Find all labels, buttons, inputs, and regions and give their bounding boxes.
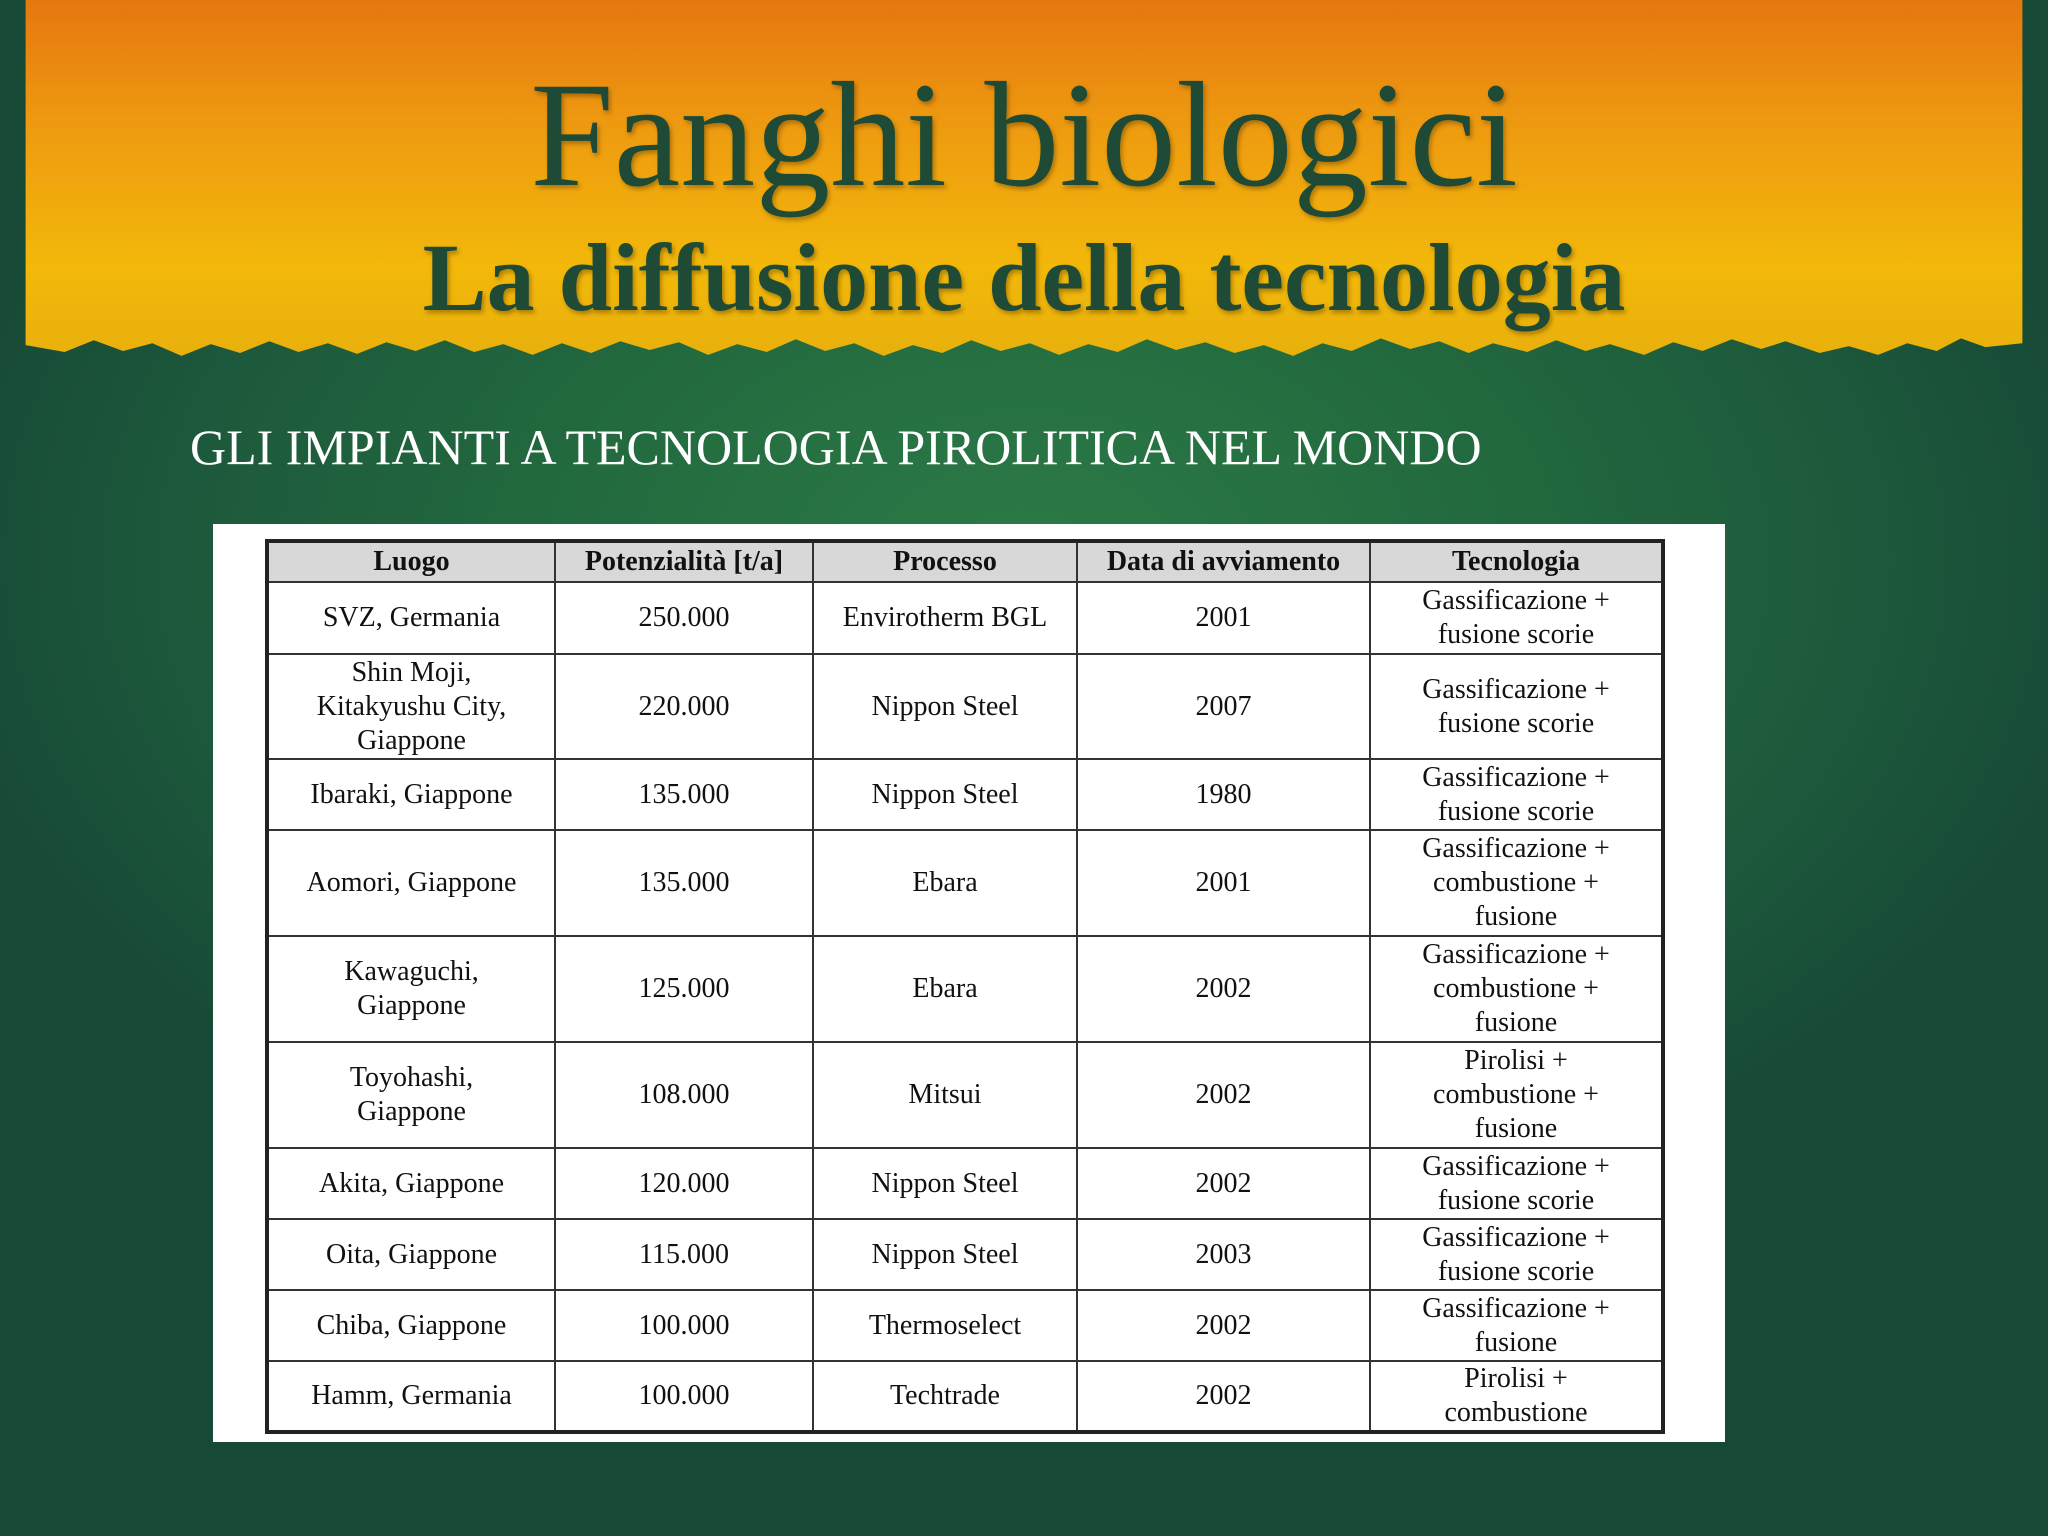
cell-potenzialita: 250.000 xyxy=(555,582,813,654)
table-panel xyxy=(213,524,1725,1442)
table-header-row xyxy=(267,541,1663,582)
table-row xyxy=(267,936,1663,1042)
cell-data: 1980 xyxy=(1077,759,1370,830)
cell-data: 2002 xyxy=(1077,936,1370,1042)
cell-luogo: Chiba, Giappone xyxy=(267,1290,555,1361)
cell-processo: Ebara xyxy=(813,936,1077,1042)
table-row xyxy=(267,1361,1663,1432)
cell-potenzialita: 108.000 xyxy=(555,1042,813,1148)
cell-potenzialita: 120.000 xyxy=(555,1148,813,1219)
cell-tecnologia: Pirolisi + combustione + fusione xyxy=(1370,1042,1663,1148)
table-row xyxy=(267,830,1663,936)
cell-luogo: Hamm, Germania xyxy=(267,1361,555,1432)
cell-potenzialita: 115.000 xyxy=(555,1219,813,1290)
table-row xyxy=(267,1219,1663,1290)
table-row xyxy=(267,582,1663,654)
cell-processo: Thermoselect xyxy=(813,1290,1077,1361)
cell-luogo: Kawaguchi, Giappone xyxy=(267,936,555,1042)
section-heading: GLI IMPIANTI A TECNOLOGIA PIROLITICA NEL MONDO xyxy=(190,419,1482,475)
cell-tecnologia: Gassificazione + fusione xyxy=(1370,1290,1663,1361)
cell-potenzialita: 220.000 xyxy=(555,654,813,759)
cell-data: 2003 xyxy=(1077,1219,1370,1290)
cell-processo: Nippon Steel xyxy=(813,759,1077,830)
table-row xyxy=(267,759,1663,830)
cell-potenzialita: 135.000 xyxy=(555,759,813,830)
cell-processo: Mitsui xyxy=(813,1042,1077,1148)
plants-table xyxy=(265,539,1665,1434)
cell-luogo: Shin Moji, Kitakyushu City, Giappone xyxy=(267,654,555,759)
cell-tecnologia: Gassificazione + fusione scorie xyxy=(1370,1219,1663,1290)
cell-potenzialita: 100.000 xyxy=(555,1290,813,1361)
cell-luogo: Aomori, Giappone xyxy=(267,830,555,936)
cell-tecnologia: Pirolisi + combustione xyxy=(1370,1361,1663,1432)
cell-data: 2002 xyxy=(1077,1290,1370,1361)
cell-tecnologia: Gassificazione + fusione scorie xyxy=(1370,654,1663,759)
cell-luogo: Ibaraki, Giappone xyxy=(267,759,555,830)
cell-luogo: Akita, Giappone xyxy=(267,1148,555,1219)
cell-data: 2007 xyxy=(1077,654,1370,759)
cell-processo: Envirotherm BGL xyxy=(813,582,1077,654)
table-row xyxy=(267,654,1663,759)
header-luogo: Luogo xyxy=(267,541,555,582)
table-row xyxy=(267,1290,1663,1361)
cell-luogo: Oita, Giappone xyxy=(267,1219,555,1290)
slide-subtitle: La diffusione della tecnologia xyxy=(422,224,1626,331)
cell-processo: Ebara xyxy=(813,830,1077,936)
header-tecnologia: Tecnologia xyxy=(1370,541,1663,582)
cell-data: 2002 xyxy=(1077,1361,1370,1432)
cell-processo: Techtrade xyxy=(813,1361,1077,1432)
cell-potenzialita: 100.000 xyxy=(555,1361,813,1432)
table-row xyxy=(267,1148,1663,1219)
cell-tecnologia: Gassificazione + fusione scorie xyxy=(1370,1148,1663,1219)
cell-tecnologia: Gassificazione + fusione scorie xyxy=(1370,582,1663,654)
cell-processo: Nippon Steel xyxy=(813,1219,1077,1290)
header-data: Data di avviamento xyxy=(1077,541,1370,582)
header-potenzialita: Potenzialità [t/a] xyxy=(555,541,813,582)
title-block xyxy=(0,40,2048,331)
cell-data: 2001 xyxy=(1077,830,1370,936)
header-processo: Processo xyxy=(813,541,1077,582)
cell-luogo: SVZ, Germania xyxy=(267,582,555,654)
cell-data: 2002 xyxy=(1077,1042,1370,1148)
cell-potenzialita: 125.000 xyxy=(555,936,813,1042)
cell-processo: Nippon Steel xyxy=(813,1148,1077,1219)
cell-tecnologia: Gassificazione + fusione scorie xyxy=(1370,759,1663,830)
cell-processo: Nippon Steel xyxy=(813,654,1077,759)
cell-tecnologia: Gassificazione + combustione + fusione xyxy=(1370,936,1663,1042)
table-row xyxy=(267,1042,1663,1148)
cell-data: 2001 xyxy=(1077,582,1370,654)
slide-title: Fanghi biologici xyxy=(530,52,1518,218)
cell-potenzialita: 135.000 xyxy=(555,830,813,936)
cell-luogo: Toyohashi, Giappone xyxy=(267,1042,555,1148)
cell-tecnologia: Gassificazione + combustione + fusione xyxy=(1370,830,1663,936)
cell-data: 2002 xyxy=(1077,1148,1370,1219)
